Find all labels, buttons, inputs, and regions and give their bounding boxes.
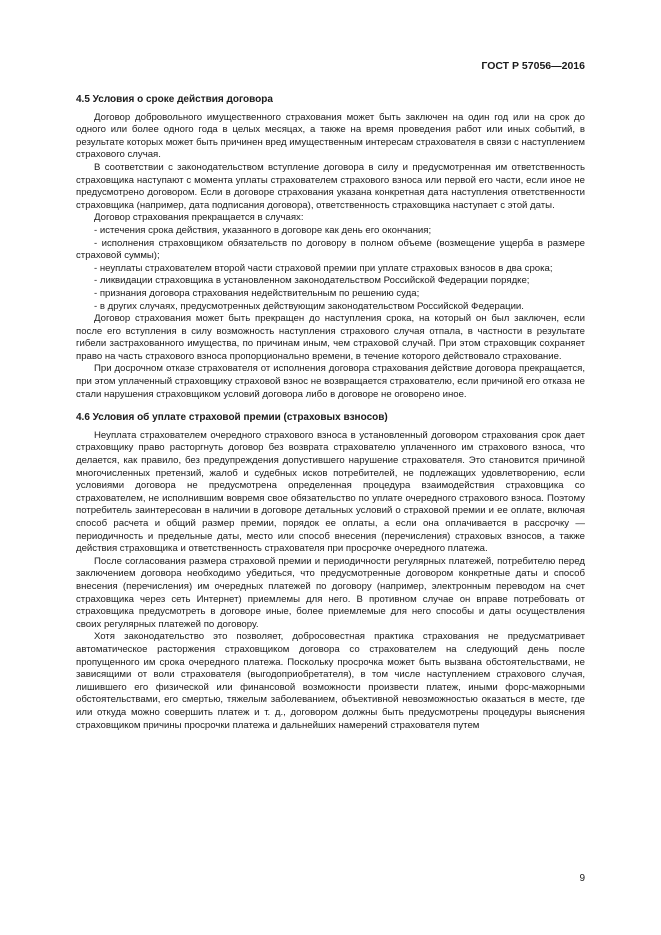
document-body <box>76 94 585 732</box>
section-title-4-5: 4.5 Условия о сроке действия договора <box>76 94 273 105</box>
list-item: - в других случаях, предусмотренных действующим законодательством Российской Федерации. <box>94 300 524 312</box>
paragraph: После согласования размера страховой премии и периодичности регулярных платежей, потребителю перед заключением договора необходимо убедиться, что предусмотренные договором конкретные даты и способ внесения (перечисления) им очередных платежей по договору (например, электронным переводом на счет страховщика через сеть Интернет) приемлемы для него. В противном случае он вправе потребовать от страховщика предусмотреть в договоре иные, более приемлемые для него способы и даты осуществления своих регулярных платежей по договору. <box>76 555 585 630</box>
list-item: - неуплаты страхователем второй части страховой премии при уплате страховых взносов в два срока; <box>94 262 553 274</box>
section-title-4-6: 4.6 Условия об уплате страховой премии (страховых взносов) <box>76 412 388 424</box>
document-id: ГОСТ Р 57056—2016 <box>481 60 585 72</box>
list-item: - исполнения страховщиком обязательств по договору в полном объеме (возмещение ущерба в размере страховой суммы); <box>76 237 585 262</box>
paragraph: Договор страхования может быть прекращен до наступления срока, на который он был заключен, если после его вступления в силу возможность наступления страхового случая отпала, в частности в результате гибели застрахованного имущества, по причинам иным, чем страховой случай. При этом страховщик сохраняет право на часть страхового взноса пропорционально времени, в течение которого действовало страхование. <box>76 313 585 362</box>
paragraph: При досрочном отказе страхователя от исполнения договора страхования действие договора прекращается, при этом уплаченный страховщику страховой взнос не возвращается страхователю, если причиной его отказа не стали нарушения страховщиком условий договора либо в договоре не оговорено иное. <box>76 363 585 400</box>
paragraph: В соответствии с законодательством вступление договора в силу и предусмотренная им ответственность страховщика наступают с момента уплаты страхователем страхового взноса или первой его части, если иное не предусмотрено договором. Если в договоре страхования указана конкретная дата наступления ответственности страховщика (например, дата подписания договора), ответственность страховщика наступает с этой даты. <box>76 161 585 211</box>
list-item: - ликвидации страховщика в установленном законодательством Российской Федерации порядке; <box>94 275 530 287</box>
list-item: - истечения срока действия, указанного в договоре как день его окончания; <box>94 224 432 236</box>
paragraph: Хотя законодательство это позволяет, добросовестная практика страхования не предусматривает автоматическое расторжения страховщиком договора со страхователем на следующий день после пропущенного им срока очередного платежа. Поскольку просрочка может быть вызвана обстоятельствами, не зависящими от воли страхователя (выгодоприобретателя), в том числе наступлением страхового случая, лишившего его физической или финансовой возможности произвести платеж, иными форс-мажорными обстоятельствами, его смертью, тяжелым заболеванием, объективной невозможностью оказаться в месте, где или откуда можно совершить платеж и т. д., договором должны быть предусмотрены процедуры выяснения страховщиком причины просрочки платежа и дальнейших намерений страхователя путем <box>76 631 585 731</box>
paragraph: Неуплата страхователем очередного страхового взноса в установленный договором страхования срок дает страховщику право расторгнуть договор без возврата страхователю уплаченного им страхового взноса, что делается, как правило, без предупреждения допустившего нарушение страхователя. Это становится причиной многочисленных претензий, жалоб и судебных исков потребителей, не подлежащих удовлетворению, если условиями договора не предусмотрена определенная процедура взаимодействия страховщика со страхователем, не исполнившим вовремя свое обязательство по уплате очередного страхового взноса. Поэтому потребитель заинтересован в наличии в договоре детальных условий о страховой премии и ее оплате, включая способ расчета и общий размер премии, порядок ее оплаты, а если она оплачивается в рассрочку — периодичность и предельные даты, место или способ внесения (перечисления) страховых взносов, а также действия страховщика и ответственность страхователя при просрочке очередного платежа. <box>76 429 585 555</box>
list-item: - признания договора страхования недействительным по решению суда; <box>94 287 420 299</box>
paragraph: Договор страхования прекращается в случаях: <box>94 212 304 224</box>
paragraph: Договор добровольного имущественного страхования может быть заключен на один год или на срок до одного или более одного года в целых месяцах, а также на время проведения работ или иных событий, в результате которых может быть причинен вред имущественным интересам страхователя в связи с наступлением страхового случая. <box>76 111 585 161</box>
page-number: 9 <box>579 873 585 884</box>
